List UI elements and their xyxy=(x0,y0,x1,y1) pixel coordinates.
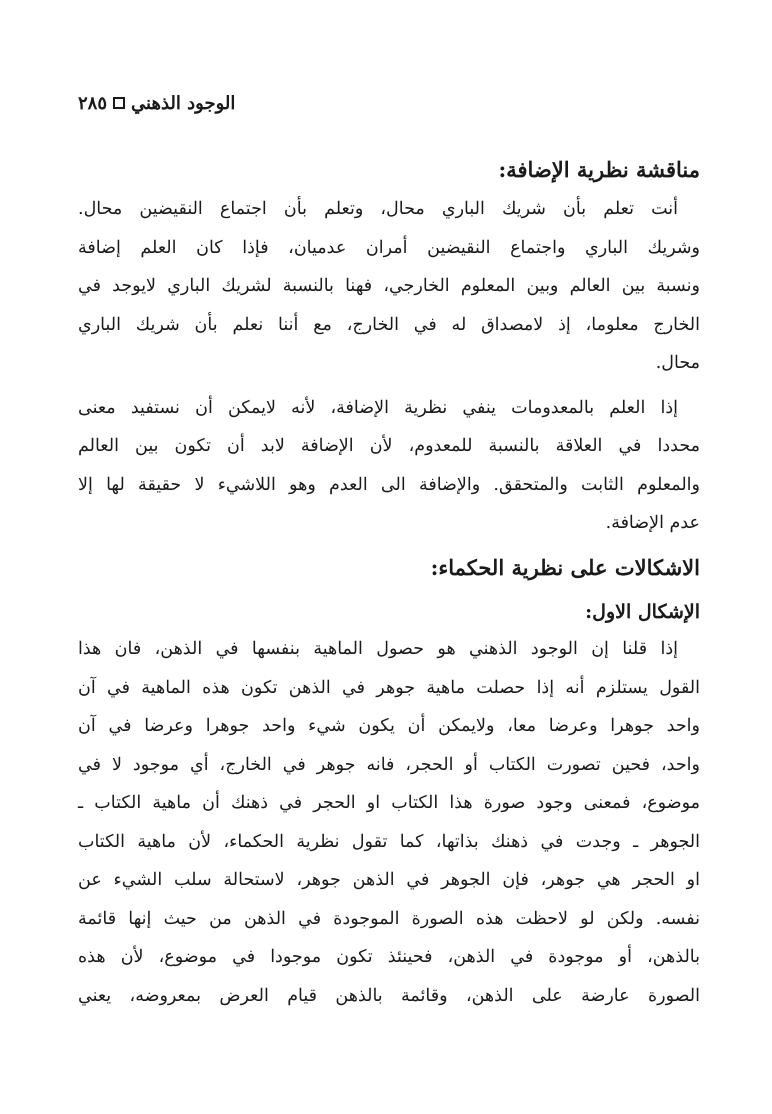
text-line: الصورة عارضة على الذهن، وقائمة بالذهن قيام العرض بمعروضه، يعني xyxy=(78,985,700,1006)
text-line: محددا في العلاقة بالنسبة للمعدوم، لأن الإضافة لابد أن تكون بين العالم xyxy=(78,436,700,456)
text-line: الجوهر ـ وجدت في ذهنك بذاتها، كما تقول نظرية الحكماء، لأن ماهية الكتاب xyxy=(78,831,700,852)
section-relation-theory xyxy=(78,150,700,543)
paragraph xyxy=(78,190,700,383)
section-objections xyxy=(78,548,700,1015)
text-line: محال. xyxy=(655,353,700,373)
text-line: موضوع، فمعنى وجود صورة هذا الكتاب او الحجر في ذهنك أن ماهية الكتاب ـ xyxy=(78,793,700,813)
subheading-first-objection: الإشكال الاول: xyxy=(585,601,700,623)
square-separator-icon xyxy=(113,97,125,109)
paragraph xyxy=(78,389,700,543)
text-line: أنت تعلم بأن شريك الباري محال، وتعلم بأن اجتماع النقيضين محال. xyxy=(78,199,678,219)
running-header-title: الوجود الذهني xyxy=(131,92,236,114)
section-heading-relation-theory: مناقشة نظرية الإضافة: xyxy=(498,157,700,182)
text-line: والمعلوم الثابت والمتحقق. والإضافة الى العدم وهو اللاشيء لا حقيقة لها إلا xyxy=(78,474,700,495)
text-line: الخارج معلوما، إذ لامصداق له في الخارج، مع أننا نعلم بأن شريك الباري xyxy=(78,314,700,335)
text-line: بالذهن، أو موجودة في الذهن، فحينئذ تكون موجودا في موضوع، لأن هذه xyxy=(78,947,700,967)
text-line: واحد جوهرا وعرضا معا، ولايمكن أن يكون شيء واحد جوهرا وعرضا في آن xyxy=(78,716,700,736)
paragraph xyxy=(78,630,700,1015)
text-line: عدم الإضافة. xyxy=(605,513,700,533)
text-line: او الحجر هي جوهر، فإن الجوهر في الذهن جوهر، لاستحالة سلب الشيء عن xyxy=(78,870,700,890)
text-line: نفسه. ولكن لو لاحظت هذه الصورة الموجودة في الذهن من حيث إنها قائمة xyxy=(78,908,700,929)
text-line: ونسبة بين العالم وبين المعلوم الخارجي، فهنا بالنسبة لشريك الباري لايوجد في xyxy=(78,276,700,296)
text-line: إذا قلنا إن الوجود الذهني هو حصول الماهية بنفسها في الذهن، فان هذا xyxy=(78,639,678,659)
text-line: واحد، فحين تصورت الكتاب أو الحجر، فانه جوهر في الخارج، أي موجود لا في xyxy=(78,754,700,775)
text-line: وشريك الباري واجتماع النقيضين أمران عدميان، فإذا كان العلم إضافة xyxy=(78,237,700,258)
section-heading-objections: الاشكالات على نظرية الحكماء: xyxy=(430,555,700,580)
text-line: القول يستلزم أنه إذا حصلت ماهية جوهر في الذهن تكون هذه الماهية في آن xyxy=(78,677,700,698)
document-page xyxy=(78,0,700,1114)
page-number: ٢٨٥ xyxy=(78,92,108,114)
text-line: إذا العلم بالمعدومات ينفي نظرية الإضافة، لأنه لايمكن أن نستفيد معنى xyxy=(78,397,678,418)
running-header xyxy=(78,88,700,118)
